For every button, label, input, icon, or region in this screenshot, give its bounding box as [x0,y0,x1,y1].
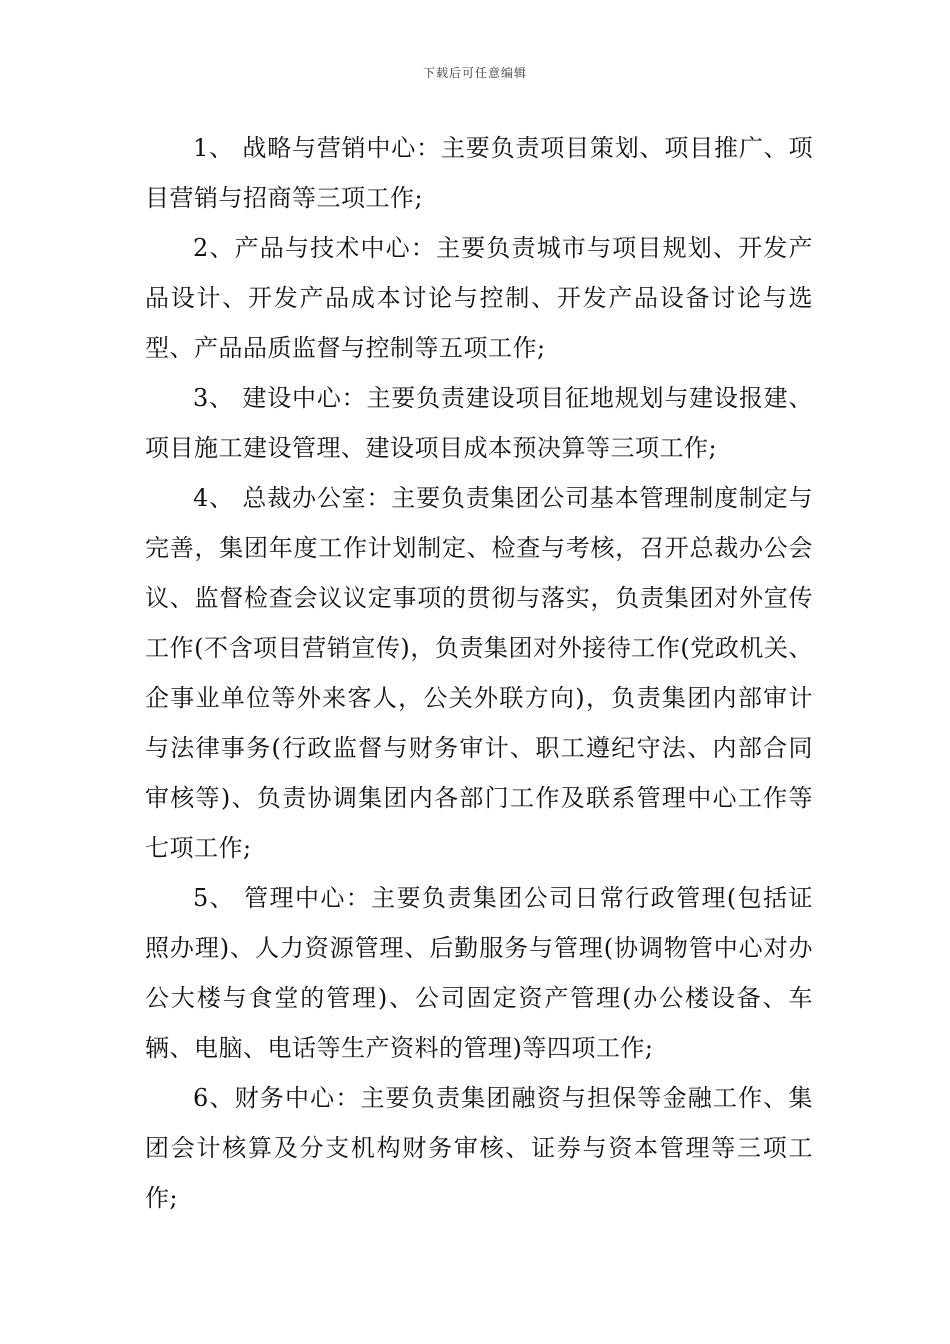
paragraph-finance-center: 6、财务中心：主要负责集团融资与担保等金融工作、集团会计核算及分支机构财务审核、证券与资本管理等三项工作; [145,1084,813,1212]
paragraph-management-center: 5、 管理中心：主要负责集团公司日常行政管理(包括证照办理)、人力资源管理、后勤服务与管理(协调物管中心对办公大楼与食堂的管理)、公司固定资产管理(办公楼设备、车辆、电脑、电话等生产资料的管理)等四项工作; [145,884,813,1062]
paragraph-president-office: 4、 总裁办公室：主要负责集团公司基本管理制度制定与完善，集团年度工作计划制定、检查与考核，召开总裁办公会议、监督检查会议议定事项的贯彻与落实，负责集团对外宣传工作(不含项目营销宣传)，负责集团对外接待工作(党政机关、企事业单位等外来客人，公关外联方向)，负责集团内部审计与法律事务(行政监督与财务审计、职工遵纪守法、内部合同审核等)、负责协调集团内各部门工作及联系管理中心工作等七项工作; [145,484,813,862]
paragraph-product-technology-center: 2、产品与技术中心：主要负责城市与项目规划、开发产品设计、开发产品成本讨论与控制、开发产品设备讨论与选型、产品品质监督与控制等五项工作; [145,234,813,362]
paragraph-construction-center: 3、 建设中心：主要负责建设项目征地规划与建设报建、项目施工建设管理、建设项目成本预决算等三项工作; [145,384,813,462]
paragraph-strategy-marketing-center: 1、 战略与营销中心：主要负责项目策划、项目推广、项目营销与招商等三项工作; [145,134,813,212]
page-header-note: 下载后可任意编辑 [422,66,527,80]
document-body [145,123,813,1223]
